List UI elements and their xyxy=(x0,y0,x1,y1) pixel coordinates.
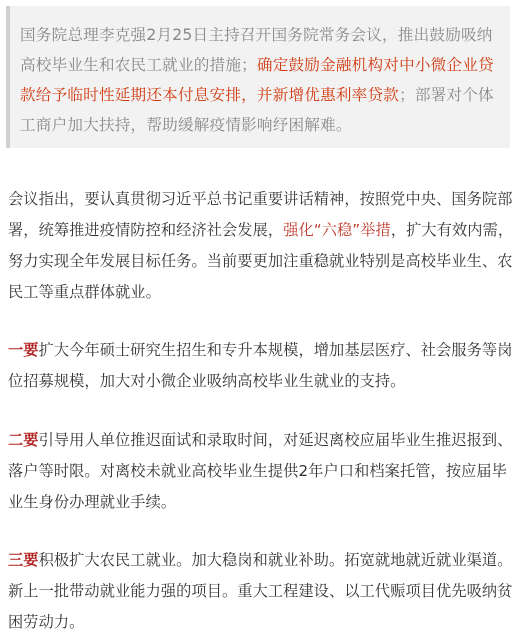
paragraph-text: 引导用人单位推迟面试和录取时间，对延迟离校应届毕业生推迟报到、落户等时限。对离校未就业高校毕业生提供2年户口和档案托管，按应届毕业生身份办理就业手续。 xyxy=(8,431,513,511)
measure-lead-label: 一要 xyxy=(8,341,39,359)
paragraph-highlight: 强化“六稳”举措 xyxy=(283,221,391,239)
paragraph-second-measure xyxy=(8,425,514,518)
paragraph-first-measure xyxy=(8,335,514,397)
summary-box xyxy=(6,6,510,148)
paragraph-third-measure xyxy=(8,545,514,638)
paragraph-text: ，扩大有效内需，努力实现全年发展目标任务。当前要更加注重稳就业特别是高校毕业生、农民工等重点群体就业。 xyxy=(8,221,514,301)
summary-text-end: ；部署对个体工商户加大扶持，帮助缓解疫情影响纾困解难。 xyxy=(20,86,494,134)
paragraph-meeting-points xyxy=(8,184,514,308)
measure-lead-label: 三要 xyxy=(8,551,39,569)
summary-text: 国务院总理李克强2月25日主持召开国务院常务会议，推出鼓励吸纳高校毕业生和农民工就业的措施； xyxy=(20,26,493,74)
paragraph-text: 会议指出，要认真贯彻习近平总书记重要讲话精神，按照党中央、国务院部署，统筹推进疫情防控和经济社会发展， xyxy=(8,190,513,239)
paragraph-text: 积极扩大农民工就业。加大稳岗和就业补助。拓宽就地就近就业渠道。新上一批带动就业能力强的项目。重大工程建设、以工代赈项目优先吸纳贫困劳动力。 xyxy=(8,551,513,631)
paragraph-text: 扩大今年硕士研究生招生和专升本规模，增加基层医疗、社会服务等岗位招募规模，加大对小微企业吸纳高校毕业生就业的支持。 xyxy=(8,341,513,390)
summary-highlight: 确定鼓励金融机构对中小微企业贷款给予临时性延期还本付息安排，并新增优惠利率贷款 xyxy=(20,56,494,104)
measure-lead-label: 二要 xyxy=(8,431,39,449)
